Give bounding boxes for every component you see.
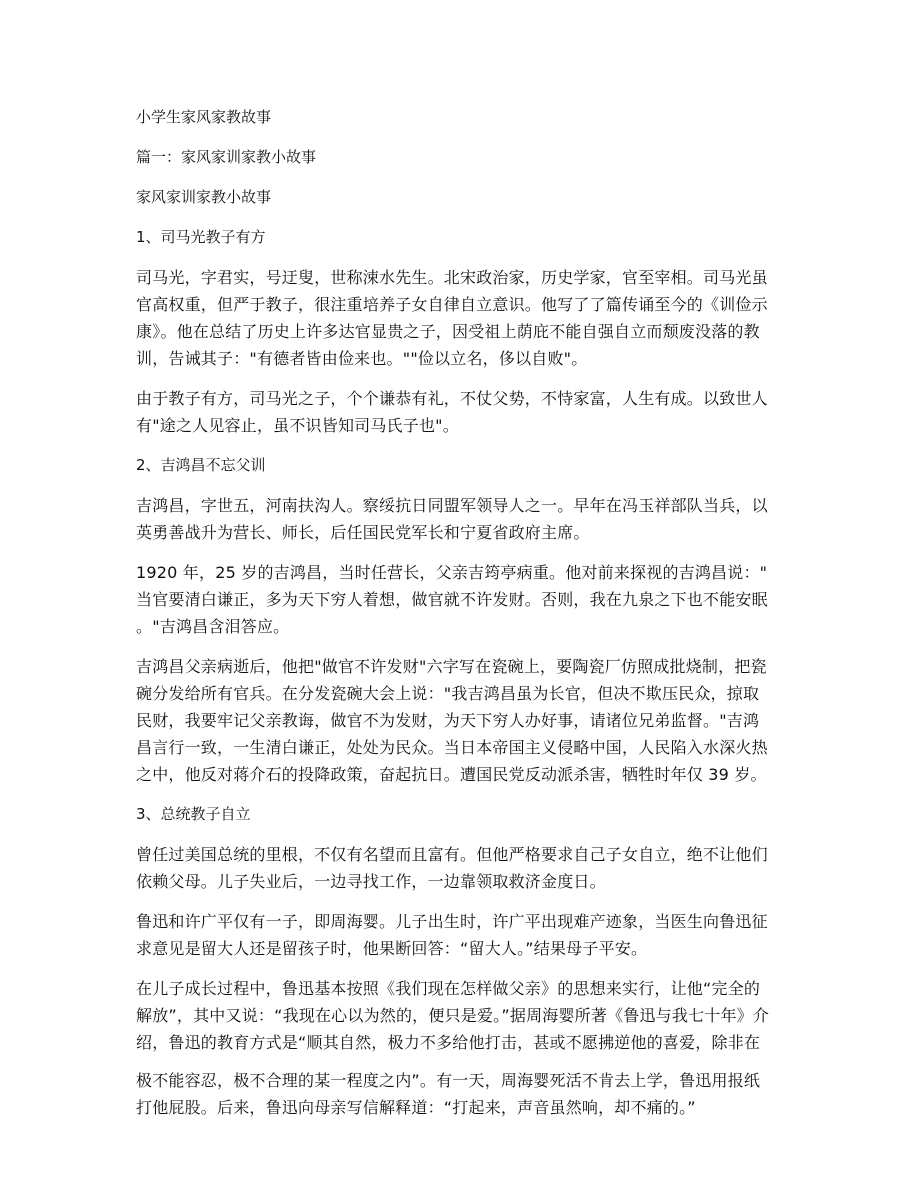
document-body [136,224,784,1121]
paragraph-line: 英勇善战升为营长、师长，后任国民党军长和宁夏省政府主席。 [136,523,590,542]
paragraph-line: 吉鸿昌父亲病逝后，他把"做官不许发财"六字写在瓷碗上，要陶瓷厂仿照成批烧制，把瓷 [136,657,767,676]
paragraph-line: 康》。他在总结了历史上许多达官显贵之子，因受祖上荫庇不能自强自立而颓废没落的教 [136,322,760,341]
section-heading: 3、总统教子自立 [136,805,251,823]
paragraph-line: 极不能容忍，极不合理的某一程度之内”。有一天，周海婴死活不肯去上学，鲁迅用报纸 [136,1071,761,1090]
paragraph-line: 司马光，字君实，号迂叟，世称涑水先生。北宋政治家，历史学家，官至宰相。司马光虽 [136,268,768,287]
part-heading: 篇一：家风家训家教小故事 [136,148,317,166]
paragraph-line: 1920 年，25 岁的吉鸿昌，当时任营长，父亲吉筠亭病重。他对前来探视的吉鸿昌说：" [136,563,768,582]
paragraph-line: 求意见是留大人还是留孩子时，他果断回答：“留大人。”结果母子平安。 [136,939,648,958]
paragraph-line: 吉鸿昌，字世五，河南扶沟人。察绥抗日同盟军领导人之一。早年在冯玉祥部队当兵，以 [136,496,768,515]
paragraph-line: 训，告诫其子："有德者皆由俭来也。""俭以立名，侈以自败"。 [136,349,588,368]
paragraph-line: 碗分发给所有官兵。在分发瓷碗大会上说："我吉鸿昌虽为长官，但决不欺压民众，掠取 [136,684,760,703]
paragraph-line: 官高权重，但严于教子，很注重培养子女自律自立意识。他写了了篇传诵至今的《训俭示 [136,295,768,314]
paragraph-line: 依赖父母。儿子失业后，一边寻找工作，一边靠领取救济金度日。 [136,872,606,891]
document-title: 小学生家风家教故事 [136,108,272,126]
paragraph [136,492,784,546]
paragraph [136,653,784,788]
paragraph-line: 打他屁股。后来，鲁迅向母亲写信解释道：“打起来，声音虽然响，却不痛的。” [136,1098,696,1117]
paragraph-line: 有"途之人见容止，虽不识皆知司马氏子也"。 [136,416,459,435]
paragraph-line: 当官要清白谦正，多为天下穷人着想，做官就不许发财。否则，我在九泉之下也不能安眠 [136,590,768,609]
paragraph [136,264,784,372]
paragraph-line [136,1056,784,1067]
paragraph-line: 由于教子有方，司马光之子，个个谦恭有礼，不仗父势，不恃家富，人生有成。以致世人 [136,389,768,408]
paragraph-line: 鲁迅和许广平仅有一子，即周海婴。儿子出生时，许广平出现难产迹象，当医生向鲁迅征 [136,912,768,931]
paragraph-line: 在儿子成长过程中，鲁迅基本按照《我们现在怎样做父亲》的思想来实行，让他“完全的 [136,979,761,998]
paragraph-line: 解放”，其中又说：“我现在心以为然的，便只是爱。”据周海婴所著《鲁迅与我七十年》介 [136,1006,770,1025]
section-heading: 1、司马光教子有方 [136,228,266,246]
paragraph [136,559,784,640]
paragraph [136,908,784,962]
paragraph-line: 之中，他反对蒋介石的投降政策，奋起抗日。遭国民党反动派杀害，牺牲时年仅 39 岁。 [136,765,767,784]
paragraph-line: 民财，我要牢记父亲教诲，做官不为发财，为天下穷人办好事，请诸位兄弟监督。"吉鸿 [136,711,760,730]
paragraph [136,385,784,439]
section-heading: 2、吉鸿昌不忘父训 [136,456,266,474]
paragraph-line: 绍，鲁迅的教育方式是“顺其自然，极力不多给他打击，甚或不愿拂逆他的喜爱，除非在 [136,1033,761,1052]
paragraph-line: 昌言行一致，一生清白谦正，处处为民众。当日本帝国主义侵略中国，人民陷入水深火热 [136,738,768,757]
sub-heading: 家风家训家教小故事 [136,188,272,206]
document-page [136,104,784,1134]
paragraph [136,841,784,895]
paragraph-line: 。"吉鸿昌含泪答应。 [136,617,290,636]
paragraph-line: 曾任过美国总统的里根，不仅有名望而且富有。但他严格要求自己子女自立，绝不让他们 [136,845,768,864]
paragraph [136,975,784,1121]
